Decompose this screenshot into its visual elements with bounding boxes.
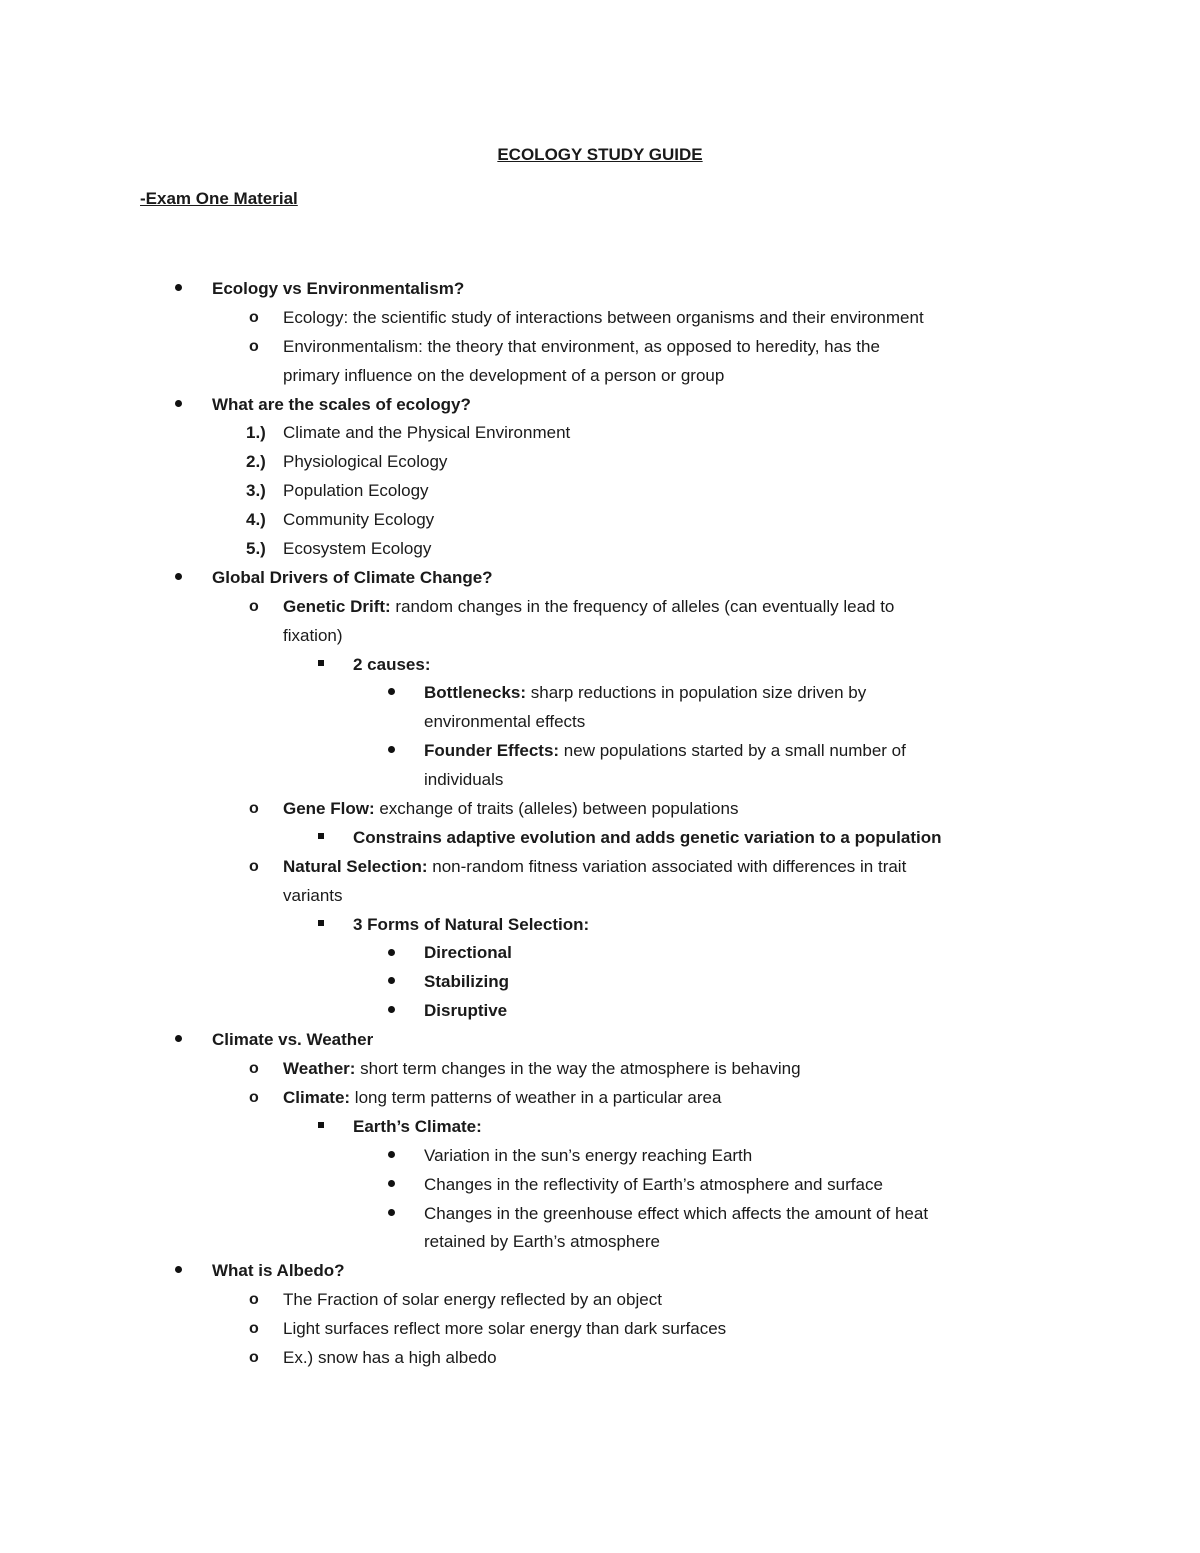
square-bullet-icon — [318, 1113, 324, 1142]
list-item — [0, 651, 1200, 680]
definition: non-random fitness variation associated with differences in trait — [427, 856, 907, 876]
square-bullet-icon — [318, 824, 324, 853]
item-text: Stabilizing — [424, 972, 509, 992]
list-item — [0, 275, 1200, 304]
list-item — [0, 304, 1200, 333]
bullet-icon — [175, 391, 182, 420]
item-text: Ecosystem Ecology — [283, 539, 432, 559]
bullet-icon — [175, 564, 182, 593]
question-heading: What is Albedo? — [212, 1261, 345, 1281]
list-item — [0, 1171, 1200, 1200]
list-item — [0, 1113, 1200, 1142]
list-item-continuation — [0, 622, 1200, 651]
bullet-icon — [388, 679, 395, 708]
bullet-icon — [388, 1171, 395, 1200]
question-heading: What are the scales of ecology? — [212, 394, 471, 414]
list-item-continuation — [0, 362, 1200, 391]
list-item — [0, 593, 1200, 622]
item-text: 3 Forms of Natural Selection: — [353, 914, 590, 934]
numbered-item — [0, 419, 1200, 448]
term: Gene Flow: — [283, 799, 375, 819]
term: Bottlenecks: — [424, 683, 527, 703]
item-text: Disruptive — [424, 1001, 508, 1021]
item-text: Ecology: the scientific study of interactions between organisms and their environment — [283, 307, 924, 327]
circle-bullet-icon: o — [249, 1320, 259, 1338]
term: Genetic Drift: — [283, 596, 391, 616]
list-item — [0, 1026, 1200, 1055]
list-item-continuation — [0, 1228, 1200, 1257]
list-item — [0, 853, 1200, 882]
item-text: Ex.) snow has a high albedo — [283, 1347, 497, 1367]
item-text: Constrains adaptive evolution and adds genetic variation to a population — [353, 827, 942, 847]
list-item — [0, 939, 1200, 968]
list-item — [0, 1315, 1200, 1344]
bullet-icon — [388, 968, 395, 997]
item-text: Changes in the greenhouse effect which affects the amount of heat — [424, 1203, 929, 1223]
question-heading: Ecology vs Environmentalism? — [212, 279, 465, 298]
outline — [0, 275, 1200, 1373]
circle-bullet-icon: o — [249, 1060, 259, 1078]
bullet-icon — [388, 939, 395, 968]
item-text: Environmentalism: the theory that environment, as opposed to heredity, has the — [283, 336, 880, 356]
question-heading: Climate vs. Weather — [212, 1030, 374, 1050]
numbered-item — [0, 477, 1200, 506]
item-text: Variation in the sun’s energy reaching Earth — [424, 1145, 753, 1165]
page-title: ECOLOGY STUDY GUIDE — [497, 145, 703, 164]
circle-bullet-icon: o — [249, 800, 259, 818]
item-number: 1.) — [246, 423, 266, 443]
item-text — [424, 679, 866, 708]
term: Founder Effects: — [424, 741, 560, 761]
list-item — [0, 1055, 1200, 1084]
definition: long term patterns of weather in a particular area — [350, 1087, 722, 1107]
list-item — [0, 1257, 1200, 1286]
list-item — [0, 1200, 1200, 1229]
list-item — [0, 679, 1200, 708]
definition: new populations started by a small number of — [559, 741, 906, 761]
definition: random changes in the frequency of alleles (can eventually lead to — [390, 596, 895, 616]
list-item — [0, 1344, 1200, 1373]
numbered-item — [0, 535, 1200, 564]
question-heading: Global Drivers of Climate Change? — [212, 567, 493, 587]
item-text: Population Ecology — [283, 481, 429, 501]
item-number: 5.) — [246, 539, 266, 559]
item-text — [283, 795, 738, 824]
item-text — [424, 737, 906, 766]
bullet-icon — [175, 275, 182, 304]
item-text: Light surfaces reflect more solar energy than dark surfaces — [283, 1319, 727, 1339]
definition: sharp reductions in population size driven by — [526, 683, 867, 703]
item-text — [283, 1084, 721, 1113]
item-text: 2 causes: — [353, 654, 431, 674]
item-text: individuals — [424, 770, 504, 790]
numbered-item — [0, 448, 1200, 477]
list-item — [0, 1142, 1200, 1171]
item-text: primary influence on the development of a person or group — [283, 365, 725, 385]
item-text: Community Ecology — [283, 510, 435, 530]
list-item — [0, 564, 1200, 593]
item-text: The Fraction of solar energy reflected by an object — [283, 1290, 662, 1310]
term: Weather: — [283, 1059, 356, 1079]
bullet-icon — [388, 737, 395, 766]
list-item-continuation — [0, 882, 1200, 911]
item-text: Climate and the Physical Environment — [283, 423, 571, 443]
item-text — [283, 593, 894, 622]
item-text: variants — [283, 885, 343, 905]
bullet-icon — [175, 1257, 182, 1286]
circle-bullet-icon: o — [249, 857, 259, 875]
item-text — [283, 1055, 801, 1084]
list-item — [0, 1084, 1200, 1113]
list-item — [0, 737, 1200, 766]
item-text: fixation) — [283, 625, 343, 645]
circle-bullet-icon: o — [249, 1291, 259, 1309]
square-bullet-icon — [318, 911, 324, 940]
item-text: Physiological Ecology — [283, 452, 448, 472]
circle-bullet-icon: o — [249, 308, 259, 326]
list-item — [0, 968, 1200, 997]
list-item-continuation — [0, 766, 1200, 795]
list-item — [0, 911, 1200, 940]
definition: exchange of traits (alleles) between populations — [374, 799, 739, 819]
list-item — [0, 1286, 1200, 1315]
list-item — [0, 391, 1200, 420]
bullet-icon — [388, 1200, 395, 1229]
circle-bullet-icon: o — [249, 337, 259, 355]
item-text: Directional — [424, 943, 512, 963]
definition: short term changes in the way the atmosphere is behaving — [355, 1059, 801, 1079]
item-text: environmental effects — [424, 712, 586, 732]
item-number: 2.) — [246, 452, 266, 472]
term: Climate: — [283, 1087, 351, 1107]
item-text — [283, 853, 906, 882]
list-item — [0, 795, 1200, 824]
circle-bullet-icon: o — [249, 1088, 259, 1106]
list-item — [0, 997, 1200, 1026]
item-text: Earth’s Climate: — [353, 1116, 482, 1136]
numbered-item — [0, 506, 1200, 535]
item-text: retained by Earth’s atmosphere — [424, 1232, 660, 1252]
item-number: 3.) — [246, 481, 266, 501]
bullet-icon — [388, 997, 395, 1026]
term: Natural Selection: — [283, 856, 428, 876]
list-item — [0, 824, 1200, 853]
bullet-icon — [388, 1142, 395, 1171]
bullet-icon — [175, 1026, 182, 1055]
square-bullet-icon — [318, 651, 324, 680]
circle-bullet-icon: o — [249, 1348, 259, 1366]
section-heading: -Exam One Material — [140, 189, 298, 208]
circle-bullet-icon: o — [249, 597, 259, 615]
list-item-continuation — [0, 708, 1200, 737]
item-number: 4.) — [246, 510, 266, 530]
list-item — [0, 333, 1200, 362]
item-text: Changes in the reflectivity of Earth’s atmosphere and surface — [424, 1174, 883, 1194]
